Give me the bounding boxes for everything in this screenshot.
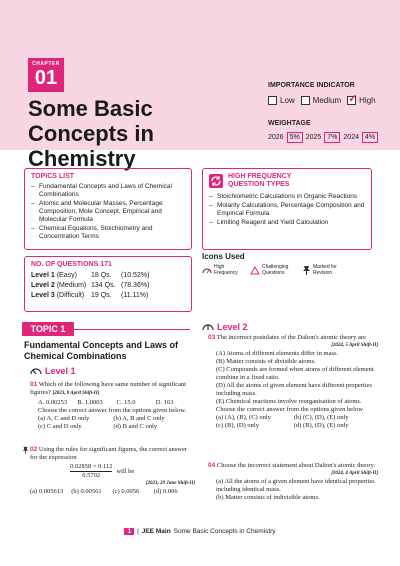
chapter-label: CHAPTER [32,61,60,67]
level-pct: (11.11%) [121,292,149,299]
question-text: The incorrect postulates of the Dalton's atomic theory are [216,334,366,341]
question-count-row [31,281,185,291]
footer-separator: | [137,528,139,535]
refresh-icon [209,174,223,188]
statement: (A) Atoms of different elements differ in mass. [216,350,339,357]
level-name: Level 1 [31,272,55,279]
question-text: Using the rules for significant figures, the correct answer for the expression [30,446,188,461]
page-footer [0,528,400,535]
icons-legend [202,264,341,276]
high-checkbox [347,96,356,105]
question-count-row [31,291,185,301]
chapter-header [0,0,400,171]
question-instruction: Choose the correct answer from the options given below. [38,407,187,414]
high-frequency-item: – Limiting Reagent and Yield Calculation [209,219,365,227]
statement: C. 15.0 [116,399,136,406]
expression-tail: will be [116,467,135,475]
answer-choice: (b) 0.00561 [71,488,102,495]
topic-divider [74,329,190,330]
question-02 [30,446,195,496]
high-frequency-title-line2: QUESTION TYPES [228,181,290,188]
answer-choices [30,415,195,431]
pin-icon [302,265,311,275]
importance-indicator [268,96,379,105]
high-frequency-title-line1: HIGH FREQUENCY [228,173,292,180]
answer-choice: (c) 0.0056 [112,488,140,495]
weightage-value: 4% [362,132,378,143]
topic-heading: Fundamental Concepts and Laws of Chemical Combinations [24,340,179,361]
question-text: Choose the incorrect statement about Dalton's atomic theory. [216,462,376,469]
statement: (E) Chemical reactions involve reorganisation of atoms. [216,398,362,405]
icon-legend-item [250,264,292,276]
level-qs: 134 Qs. [91,282,116,289]
answer-choice: (d) (B), (D), (E) only [293,422,349,429]
question-count-heading: NO. OF QUESTIONS 171 [31,261,112,268]
level-pct: (10.52%) [121,272,150,279]
level-2-label: Level 2 [217,322,248,332]
weightage-heading: WEIGHTAGE [268,120,311,127]
gauge-icon [202,266,212,274]
level-2-heading [202,322,248,332]
answer-choice: (b) (C), (D), (E) only [293,414,349,421]
gauge-icon [202,323,214,331]
footer-chapter: Some Basic Concepts in Chemistry [173,528,276,535]
question-source: [2024, 4 April Shift-II] [331,471,378,476]
topic-item: – Fundamental Concepts and Laws of Chemical Combinations [31,183,185,199]
topic-banner: TOPIC 1 [22,322,74,336]
high-frequency-box [202,168,372,250]
question-number: 04 [208,462,216,469]
low-checkbox [268,96,277,105]
level-qs: 19 Qs. [91,292,112,299]
answer-choices [208,414,378,430]
answer-choice: (d) 0.006 [153,488,178,495]
level-1-label: Level 1 [45,366,76,376]
weightage-value: 5% [287,132,303,143]
level-kind: (Medium) [56,282,87,289]
level-pct: (78.36%) [121,282,150,289]
pin-icon [22,446,29,454]
expression-numerator: 0.02858 × 0.112 [70,463,113,470]
level-name: Level 3 [31,292,55,299]
statement: D. 163 [155,399,174,406]
high-frequency-item: – Stoichiometric Calculations in Organic Reactions [209,193,365,201]
question-statements [30,399,195,407]
level-kind: (Easy) [56,272,77,279]
answer-choice: (d) B and C only [113,423,158,430]
footer-book: JEE Main [141,528,171,535]
warning-icon [250,266,260,275]
topics-list-box [24,168,192,250]
level-1-heading [30,366,76,376]
high-frequency-title [228,173,291,189]
answer-choice: (a) (A), (B), (C) only [216,414,271,421]
expression-denominator: 0.5702 [82,472,101,479]
question-source: [2024, 5 April Shift-II] [331,343,378,348]
statement: (D) All the atoms of given element have different properties including mass. [216,382,373,397]
page-number: 1 [124,528,134,535]
question-04 [208,462,378,502]
low-label: Low [280,96,295,105]
question-source: [2023, 29 June Shift-II] [145,481,195,486]
answer-choice: (a) A, C and D only [38,415,90,422]
weightage-year: 2026 [268,134,284,141]
question-source: [2023, 8 April Shift-II] [52,391,100,396]
question-01 [30,381,195,431]
weightage-value: 7% [324,132,340,143]
weightage-year: 2024 [343,134,359,141]
high-label: High [359,96,376,105]
topic-item: – Atomic and Molecular Masses, Percentage Composition, Mole Concept, Empirical and Molecular Formula [31,200,185,224]
medium-checkbox [301,96,310,105]
answer-choices [30,488,195,496]
high-frequency-icon-label: High Frequency [214,264,238,276]
weightage-row [268,132,378,143]
level-name: Level 2 [31,282,55,289]
icon-legend-item [202,264,240,276]
icon-legend-item [302,264,341,276]
answer-choice: (a) 0.005613 [30,488,64,495]
answer-choice: (c) C and D only [38,423,82,430]
importance-heading: IMPORTANCE INDICATOR [268,82,355,89]
marked-icon-label: Marked for Revision [313,264,337,276]
level-qs: 18 Qs. [91,272,112,279]
question-count-row [31,271,185,281]
question-number: 02 [30,446,38,453]
question-text: Which of the following have same number of significant figures? [30,381,187,396]
challenging-icon-label: Challenging Questions [262,264,289,276]
question-number: 03 [208,334,216,341]
gauge-icon [30,367,42,375]
expression [30,463,195,480]
question-number: 01 [30,381,38,388]
answer-choice: (b) A, B and C only [113,415,165,422]
high-frequency-header [209,173,365,189]
question-instruction: Choose the correct answer from the options given below [216,406,363,413]
statement: (b) Matter consists of indivisible atoms. [216,494,320,501]
weightage-year: 2025 [305,134,322,141]
statement: (B) Matter consists of divisible atoms. [216,358,316,365]
statement: (a) All the atoms of a given element have identical properties including identical mass. [216,478,375,493]
level-kind: (Difficult) [56,292,85,299]
topics-heading: TOPICS LIST [31,173,75,180]
topic-item: – Chemical Equations, Stoichiometry and Concentration Terms [31,225,185,241]
chapter-number: 01 [34,67,58,89]
answer-choice: (c) (B), (D) only [216,422,259,429]
statement: A. 0.00253 [38,399,68,406]
question-03 [208,334,378,430]
chapter-badge [28,58,64,92]
icons-used-heading: Icons Used [202,252,245,261]
chapter-title: Some Basic Concepts in Chemistry [28,96,154,171]
medium-label: Medium [312,96,342,105]
statement: (C) Compounds are formed when atoms of different element combine in a fixed ratio. [216,366,374,381]
statement: B. 1.0003 [77,399,103,406]
high-frequency-item: – Molarity Calculations, Percentage Composition and Empirical Formula [209,202,365,218]
question-count-box [24,256,192,312]
